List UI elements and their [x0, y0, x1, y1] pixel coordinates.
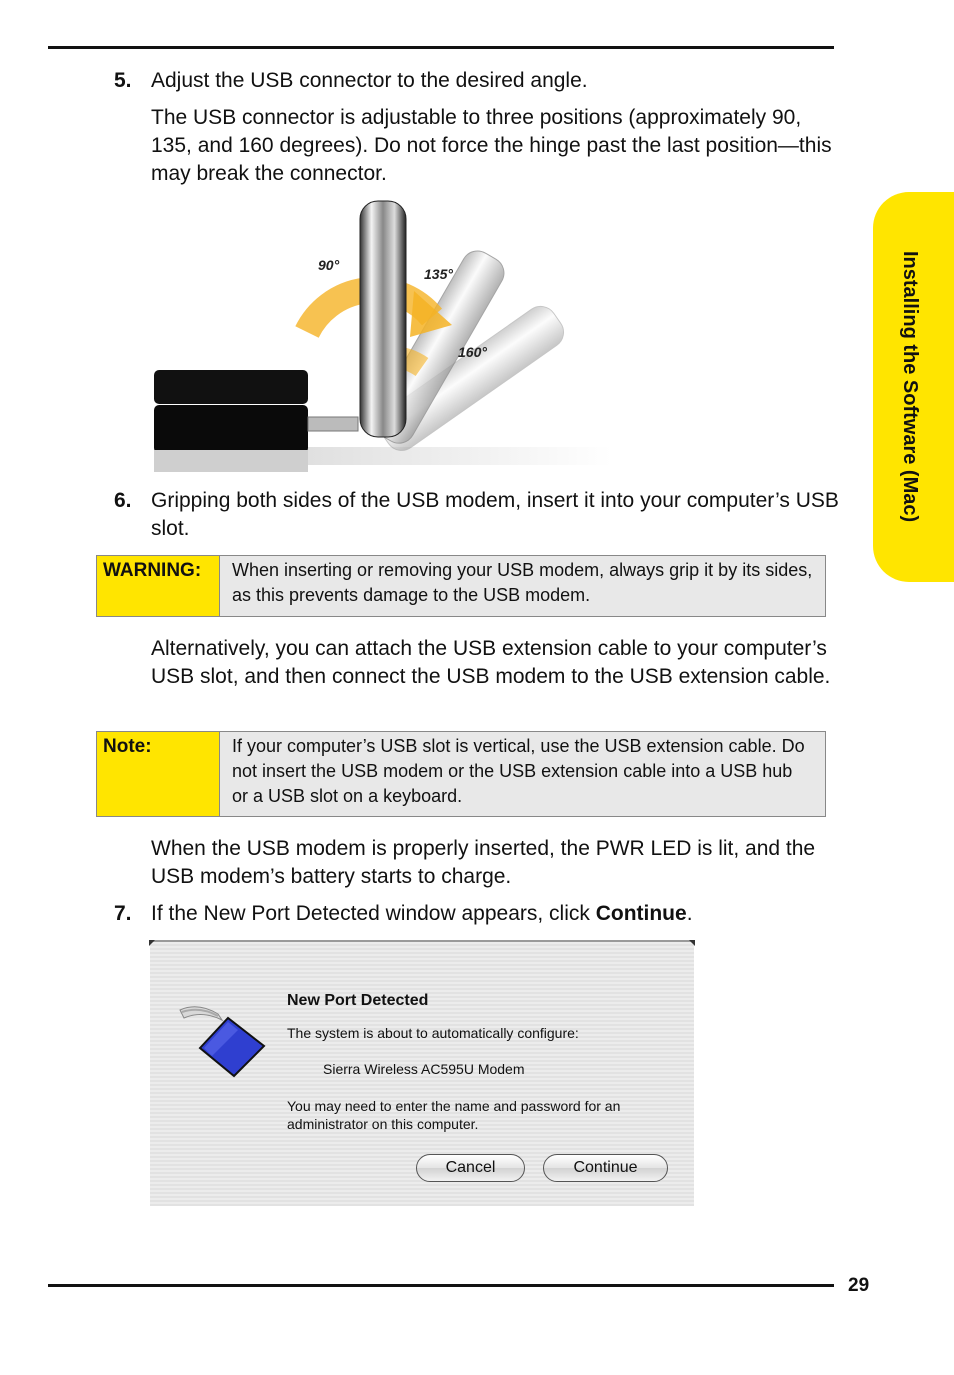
laptop-base — [154, 370, 308, 472]
step-7-continue-emphasis: Continue — [595, 902, 687, 925]
step-5-text: Adjust the USB connector to the desired angle. — [151, 69, 588, 92]
angle-label-135: 135° — [424, 266, 453, 282]
warning-text: When inserting or removing your USB modem, always grip it by its sides, as this prevents damage to the USB modem. — [232, 560, 813, 605]
extension-cable-paragraph: Alternatively, you can attach the USB extension cable to your computer’s USB slot, and then connect the USB modem to the USB extension cable. — [151, 637, 831, 688]
dialog-title: New Port Detected — [287, 992, 429, 1009]
dialog-configure-line: The system is about to automatically configure: — [287, 1025, 579, 1041]
dialog-corner-left — [149, 940, 155, 946]
step-7-text-after: . — [686, 902, 693, 925]
new-port-detected-dialog — [150, 940, 694, 1206]
cancel-button[interactable]: Cancel — [416, 1154, 525, 1182]
dialog-admin-message: You may need to enter the name and password for an administrator on this computer. — [287, 1098, 621, 1132]
step-7-text-before: If the New Port Detected window appears, click — [151, 902, 596, 925]
bottom-rule — [48, 1284, 834, 1287]
step-6-number: 6. — [114, 489, 132, 512]
warning-label: WARNING: — [97, 556, 220, 616]
warning-callout — [96, 555, 826, 617]
usb-connector-angle-illustration — [152, 197, 618, 475]
step-6-text: Gripping both sides of the USB modem, insert it into your computer’s USB slot. — [151, 489, 839, 540]
modem-90-position — [360, 201, 406, 437]
dialog-device-name: Sierra Wireless AC595U Modem — [323, 1061, 525, 1077]
page-number: 29 — [848, 1275, 870, 1296]
top-rule — [48, 46, 834, 49]
angle-label-160: 160° — [458, 344, 487, 360]
angle-label-90: 90° — [318, 257, 340, 273]
usb-port-plug — [308, 417, 358, 431]
step-5-number: 5. — [114, 69, 132, 92]
dialog-corner-right — [689, 940, 695, 946]
continue-button[interactable]: Continue — [543, 1154, 668, 1182]
note-text: If your computer’s USB slot is vertical, use the USB extension cable. Do not insert the USB modem or the USB extension cable into a USB hub or a USB slot on a keyboard. — [232, 736, 805, 806]
note-callout — [96, 731, 826, 817]
note-label: Note: — [97, 732, 220, 816]
step-7-number: 7. — [114, 902, 132, 925]
section-tab-label: Installing the Software (Mac) — [899, 251, 921, 523]
pwr-led-paragraph: When the USB modem is properly inserted, the PWR LED is lit, and the USB modem’s battery starts to charge. — [151, 837, 816, 888]
hinge-paragraph: The USB connector is adjustable to three positions (approximately 90, 135, and 160 degrees). Do not force the hinge past the last position—this may break the connector. — [151, 106, 832, 185]
step-7-text — [151, 900, 851, 928]
network-port-icon — [178, 1000, 268, 1080]
